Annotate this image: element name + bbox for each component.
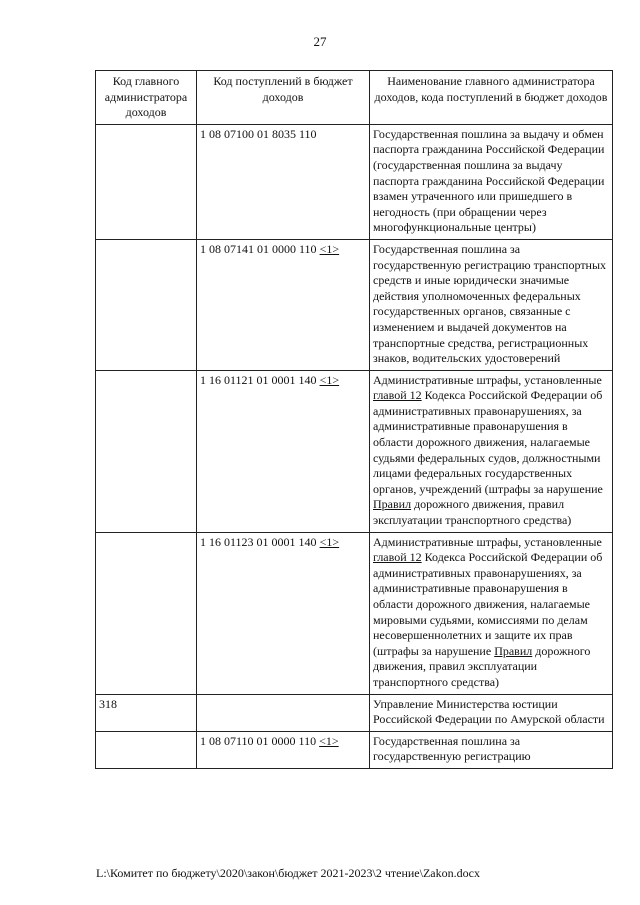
table-row — [96, 532, 613, 694]
document-file-path: L:\Комитет по бюджету\2020\закон\бюджет 2021-2023\2 чтение\Zakon.docx — [96, 866, 480, 880]
header-admin-code: Код главного администратора доходов — [96, 71, 197, 125]
header-name: Наименование главного администратора доходов, кода поступлений в бюджет доходов — [370, 71, 613, 125]
name-cell — [370, 694, 613, 731]
income-code-cell — [197, 124, 370, 239]
admin-code-cell — [96, 370, 197, 532]
table-row — [96, 124, 613, 239]
table-row — [96, 694, 613, 731]
name-text: Кодекса Российской Федерации об административных правонарушениях, за административные правонарушения в области дорожного движения, налагаемые судьями федеральных судов, должностными лицами федеральных государственных органов, учреждений (штрафы за нарушение — [373, 388, 603, 496]
traffic-rules-link[interactable]: Правил — [373, 497, 412, 512]
income-code-cell — [197, 370, 370, 532]
name-text: Административные штрафы, установленные — [373, 372, 602, 387]
page-number: 27 — [313, 34, 327, 49]
income-code: 1 16 01121 01 0001 140 — [200, 372, 317, 387]
income-code-cell — [197, 731, 370, 768]
name-cell — [370, 370, 613, 532]
table-header-row — [96, 71, 613, 125]
admin-code-cell — [96, 731, 197, 768]
name-text: Административные штрафы, установленные — [373, 534, 602, 549]
income-code: 1 16 01123 01 0001 140 — [200, 534, 317, 549]
footnote-link[interactable]: <1> — [319, 534, 340, 549]
admin-code-cell: 318 — [96, 694, 197, 731]
name-cell — [370, 124, 613, 239]
chapter-12-link[interactable]: главой 12 — [373, 550, 422, 565]
income-code: 1 08 07100 01 8035 110 — [200, 126, 317, 141]
name-text: дорожного движения, правил эксплуатации транспортного средства) — [373, 497, 572, 528]
table-row — [96, 731, 613, 768]
name-text: дорожного движения, правил эксплуатации транспортного средства) — [373, 643, 591, 689]
name-cell — [370, 239, 613, 370]
name-text: Кодекса Российской Федерации об административных правонарушениях, за административные правонарушения в области дорожного движения, налагаемые мировыми судьями, комиссиями по делам несовершеннолетних и защите их прав (штрафы за нарушение — [373, 550, 603, 658]
chapter-12-link[interactable]: главой 12 — [373, 388, 422, 403]
table-row — [96, 370, 613, 532]
name-text: Государственная пошлина за государственную регистрацию — [373, 733, 531, 764]
name-cell — [370, 731, 613, 768]
income-code-cell — [197, 239, 370, 370]
footnote-link[interactable]: <1> — [319, 372, 340, 387]
table-row — [96, 239, 613, 370]
name-text: Государственная пошлина за выдачу и обмен паспорта гражданина Российской Федерации (государственная пошлина за выдачу паспорта гражданина Российской Федерации взамен утраченного или пришедшего в негодность (при обращении через многофункциональные центры) — [373, 126, 605, 235]
footnote-link[interactable]: <1> — [319, 241, 340, 256]
income-code: 1 08 07110 01 0000 110 — [200, 733, 317, 748]
admin-code-cell — [96, 124, 197, 239]
name-text: Управление Министерства юстиции Российской Федерации по Амурской области — [373, 696, 605, 727]
traffic-rules-link[interactable]: Правил — [494, 643, 533, 658]
income-code: 1 08 07141 01 0000 110 — [200, 241, 317, 256]
footnote-link[interactable]: <1> — [319, 733, 339, 748]
income-code-cell — [197, 532, 370, 694]
income-code-cell — [197, 694, 370, 731]
income-codes-table — [95, 70, 613, 769]
admin-code-cell — [96, 532, 197, 694]
name-cell — [370, 532, 613, 694]
admin-code-cell — [96, 239, 197, 370]
header-income-code: Код поступлений в бюджет доходов — [197, 71, 370, 125]
name-text: Государственная пошлина за государственную регистрацию транспортных средств и иные юридически значимые действия уполномоченных федеральных государственных органов, связанные с изменением и выдачей документов на транспортные средства, регистрационных знаков, водительских удостоверений — [373, 241, 607, 366]
